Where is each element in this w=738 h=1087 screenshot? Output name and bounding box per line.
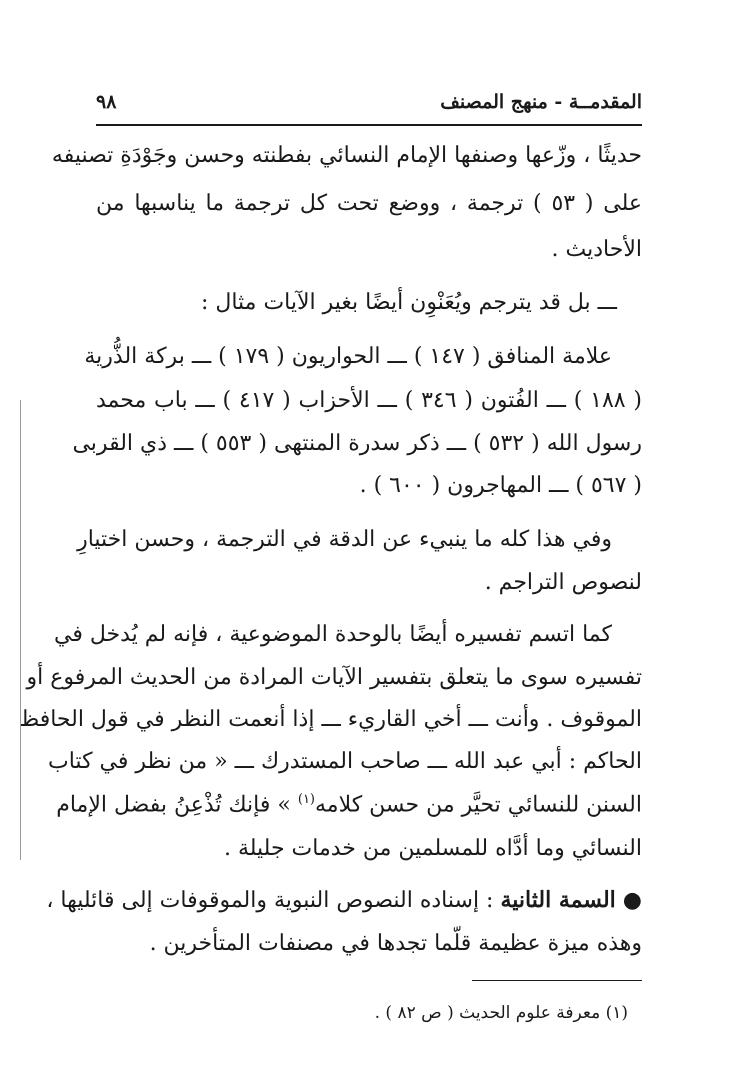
text-line: الأحاديث .: [551, 237, 642, 262]
page-header: [96, 84, 642, 120]
footnote-reference: (١): [297, 792, 315, 807]
text-line: كما اتسم تفسيره أيضًا بالوحدة الموضوعية ، فإنه لم يُدخل في: [54, 622, 612, 647]
text-line: وهذه ميزة عظيمة قلّما تجدها في مصنفات المتأخرين .: [149, 931, 642, 956]
text-line: حديثًا ، وزّعها وصنفها الإمام النسائي بفطنته وحسن وجَوْدَةِ تصنيفه: [51, 143, 642, 168]
running-title: المقدمــة - منهج المصنف: [440, 91, 642, 113]
text-segment: » فإنك تُذْعِنُ بفضل الإمام: [56, 792, 291, 818]
bullet-icon: ●: [622, 888, 642, 913]
text-line: تفسيره سوى ما يتعلق بتفسير الآيات المرادة من الحديث المرفوع أو: [26, 665, 642, 690]
scan-margin-line: [20, 400, 21, 860]
text-line: الحاكم : أبي عبد الله ـــ صاحب المستدرك ـــ « من نظر في كتاب: [48, 749, 642, 774]
page-number: ٩٨: [96, 91, 117, 113]
text-segment: : إسناده النصوص النبوية والموقوفات إلى قائليها ،: [46, 888, 494, 913]
text-line: علامة المنافق ( ١٤٧ ) ـــ الحواريون ( ١٧٩ ) ـــ بركة الذُّرية: [84, 344, 612, 369]
footnote: (١) معرفة علوم الحديث ( ص ٨٢ ) .: [374, 1003, 628, 1023]
text-line: ـــ بل قد يترجم ويُعَنْوِن أيضًا بغير الآيات مثال :: [200, 290, 617, 315]
text-line: ( ٥٦٧ ) ـــ المهاجرون ( ٦٠٠ ) .: [359, 473, 642, 498]
text-line: [46, 887, 642, 914]
text-line: الموقوف . وأنت ـــ أخي القاريء ـــ إذا أنعمت النظر في قول الحافظ: [18, 707, 642, 732]
text-line: [56, 792, 642, 819]
text-segment: السنن للنسائي تحيَّر من حسن كلامه: [315, 792, 642, 818]
text-line: لنصوص التراجم .: [484, 570, 642, 595]
text-line: وفي هذا كله ما ينبيء عن الدقة في الترجمة ، وحسن اختيارِ: [77, 527, 612, 552]
text-line: النسائي وما أدَّاه للمسلمين من خدمات جليلة .: [223, 836, 642, 861]
header-rule: [96, 124, 642, 126]
text-line: على ( ٥٣ ) ترجمة ، ووضع تحت كل ترجمة ما يناسبها من: [96, 191, 642, 216]
text-line: رسول الله ( ٥٣٢ ) ـــ ذكر سدرة المنتهى ( ٥٥٣ ) ـــ ذي القربى: [72, 431, 642, 456]
text-line: ( ١٨٨ ) ـــ الفُتون ( ٣٤٦ ) ـــ الأحزاب ( ٤١٧ ) ـــ باب محمد: [96, 388, 642, 413]
footnote-rule: [472, 980, 642, 981]
section-heading: السمة الثانية: [500, 887, 616, 913]
